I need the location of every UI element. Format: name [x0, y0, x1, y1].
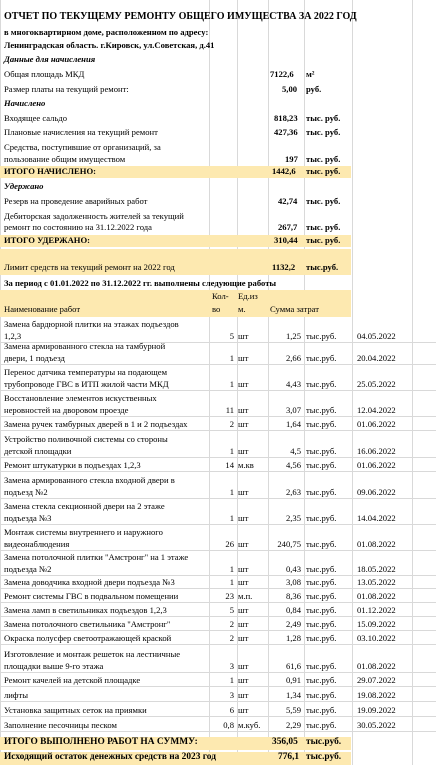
row-value: 5,00: [282, 84, 298, 94]
work-name: Ремонт штукатурки в подъездах 1,2,3: [4, 460, 141, 470]
work-name: Замена ламп в светильниках подъездов 1,2,3: [4, 605, 167, 615]
row-divider: [0, 498, 436, 499]
section-label: Удержано: [4, 181, 44, 191]
work-unit: шт: [238, 379, 249, 389]
work-date: 04.05.2022: [357, 331, 396, 341]
work-sum: 2,66: [285, 353, 301, 363]
work-sum: 1,25: [285, 331, 301, 341]
work-currency: тыс.руб.: [306, 331, 337, 341]
closing-row: [0, 752, 351, 765]
col-header-unit: Ед.из: [238, 291, 258, 301]
work-date: 01.06.2022: [357, 419, 396, 429]
work-currency: тыс.руб.: [306, 577, 337, 587]
work-qty: 2: [229, 633, 234, 643]
row-value: 310,44: [274, 235, 298, 245]
work-qty: 1: [229, 487, 234, 497]
grid-line: [0, 0, 1, 765]
total-accrued-row: [0, 166, 351, 178]
work-name-line2: площадки выше 9-го этажа: [4, 661, 104, 671]
work-date: 18.05.2022: [357, 564, 396, 574]
row-divider: [0, 364, 436, 365]
row-label: Резерв на проведение аварийных работ: [4, 196, 148, 206]
row-divider: [0, 716, 436, 717]
grid-line: [352, 0, 353, 765]
work-unit: шт: [238, 446, 249, 456]
work-name: Замена армированного стекла на тамбурной: [4, 341, 166, 351]
work-date: 01.06.2022: [357, 460, 396, 470]
work-sum: 5,59: [285, 705, 301, 715]
work-qty: 6: [229, 705, 234, 715]
work-name: Ремонт качелей на детской площадке: [4, 675, 141, 685]
work-currency: тыс.руб.: [306, 405, 337, 415]
row-value: 7122,6: [270, 69, 294, 79]
row-divider: [0, 550, 436, 551]
work-sum: 0,43: [285, 564, 301, 574]
work-date: 25.05.2022: [357, 379, 396, 389]
work-date: 09.06.2022: [357, 487, 396, 497]
work-currency: тыс.руб.: [306, 419, 337, 429]
row-unit: тыс.руб.: [306, 752, 342, 762]
row-divider: [0, 686, 436, 687]
row-label: ИТОГО ВЫПОЛНЕНО РАБОТ НА СУММУ:: [4, 737, 198, 747]
work-sum: 61,6: [285, 661, 301, 671]
work-date: 01.08.2022: [357, 591, 396, 601]
row-value: 1442,6: [272, 166, 296, 176]
col-header-qty: во: [212, 304, 221, 314]
grid-line: [412, 0, 413, 765]
work-sum: 3,07: [285, 405, 301, 415]
work-name-line2: подъезд №2: [4, 487, 48, 497]
col-header-unit: м.: [238, 304, 246, 314]
work-name: Заполнение песочницы песком: [4, 720, 117, 730]
work-name-line2: трубопроводе ГВС в ИТП жилой части МКД: [4, 379, 169, 389]
work-name: Замена доводчика входной двери подъезда №3: [4, 577, 175, 587]
work-qty: 1: [229, 675, 234, 685]
row-value: 42,74: [278, 196, 298, 206]
work-sum: 4,56: [285, 460, 301, 470]
col-header-name: Наименование работ: [4, 304, 81, 314]
work-currency: тыс.руб.: [306, 513, 337, 523]
work-qty: 2: [229, 419, 234, 429]
work-unit: шт: [238, 405, 249, 415]
work-qty: 1: [229, 564, 234, 574]
work-currency: тыс.руб.: [306, 720, 337, 730]
row-divider: [0, 471, 436, 472]
work-unit: м.п.: [238, 591, 253, 601]
row-divider: [0, 416, 436, 417]
row-unit: тыс. руб.: [306, 113, 341, 123]
total-works-row: [0, 737, 351, 750]
work-date: 16.06.2022: [357, 446, 396, 456]
work-sum: 2,29: [285, 720, 301, 730]
work-name-line2: видеонаблюдения: [4, 539, 70, 549]
work-name: Перенос датчика температуры на подающем: [4, 367, 168, 377]
row-label: пользование общим имуществом: [4, 154, 126, 164]
period-label: За период с 01.01.2022 по 31.12.2022 гг. выполнены следующие работы: [4, 278, 277, 288]
work-currency: тыс.руб.: [306, 379, 337, 389]
work-name: Установка защитных сеток на приямки: [4, 705, 147, 715]
work-name: Замена потолочной плитки "Амстронг" на 1 этаже: [4, 552, 189, 562]
row-label: Входящее сальдо: [4, 113, 68, 123]
work-qty: 0,8: [223, 720, 234, 730]
row-label: Исходящий остаток денежных средств на 2023 год: [4, 752, 216, 762]
work-date: 20.04.2022: [357, 353, 396, 363]
row-unit: руб.: [306, 84, 322, 94]
work-currency: тыс.руб.: [306, 633, 337, 643]
work-qty: 23: [225, 591, 234, 601]
work-unit: шт: [238, 619, 249, 629]
work-unit: шт: [238, 513, 249, 523]
row-label: Лимит средств на текущий ремонт на 2022 год: [4, 262, 175, 272]
address: Ленинградская область. г.Кировск, ул.Советская, д.41: [4, 40, 215, 50]
row-value: 356,05: [272, 737, 298, 747]
work-qty: 1: [229, 379, 234, 389]
work-sum: 2,35: [285, 513, 301, 523]
work-unit: шт: [238, 419, 249, 429]
work-name: Изготовление и монтаж решеток на лестничные: [4, 649, 181, 659]
work-name: Замена бардюрной плитки на этажах подъездов: [4, 319, 179, 329]
report-title: ОТЧЕТ ПО ТЕКУЩЕМУ РЕМОНТУ ОБЩЕГО ИМУЩЕСТВА ЗА 2022 ГОД: [4, 11, 357, 22]
work-date: 19.09.2022: [357, 705, 396, 715]
work-currency: тыс.руб.: [306, 661, 337, 671]
work-currency: тыс.руб.: [306, 690, 337, 700]
work-qty: 3: [229, 690, 234, 700]
work-unit: шт: [238, 675, 249, 685]
work-currency: тыс.руб.: [306, 487, 337, 497]
work-sum: 1,28: [285, 633, 301, 643]
row-value: 267,7: [278, 222, 298, 232]
row-value: 197: [285, 154, 298, 164]
work-date: 14.04.2022: [357, 513, 396, 523]
work-currency: тыс.руб.: [306, 353, 337, 363]
row-divider: [0, 644, 436, 645]
row-label: ИТОГО УДЕРЖАНО:: [4, 235, 91, 245]
work-unit: шт: [238, 690, 249, 700]
row-value: 818,23: [274, 113, 298, 123]
row-unit: тыс. руб.: [306, 127, 341, 137]
col-header-qty: Кол-: [212, 291, 229, 301]
work-name-line2: двери, 1 подъезд: [4, 353, 65, 363]
work-unit: м.кв: [238, 460, 254, 470]
work-unit: шт: [238, 705, 249, 715]
row-unit: тыс. руб.: [306, 235, 341, 245]
row-value: 1132,2: [272, 262, 296, 272]
work-unit: шт: [238, 539, 249, 549]
work-qty: 26: [225, 539, 234, 549]
work-sum: 1,64: [285, 419, 301, 429]
work-name: Ремонт системы ГВС в подвальном помещении: [4, 591, 179, 601]
row-divider: [0, 588, 436, 589]
row-label: Общая площадь МКД: [4, 69, 85, 79]
grid-line: [304, 0, 305, 765]
limit-row: [0, 249, 351, 275]
row-unit: тыс. руб.: [306, 154, 341, 164]
work-qty: 1: [229, 577, 234, 587]
work-name-line2: 1,2,3: [4, 331, 22, 341]
row-divider: [0, 731, 436, 732]
work-date: 01.12.2022: [357, 605, 396, 615]
work-qty: 1: [229, 353, 234, 363]
work-date: 01.08.2022: [357, 661, 396, 671]
work-currency: тыс.руб.: [306, 619, 337, 629]
row-divider: [0, 701, 436, 702]
section-label: Начислено: [4, 98, 46, 108]
row-unit: тыс. руб.: [306, 196, 341, 206]
work-name: лифты: [4, 690, 28, 700]
work-currency: тыс.руб.: [306, 564, 337, 574]
row-divider: [0, 575, 436, 576]
work-qty: 5: [229, 605, 234, 615]
work-date: 19.08.2022: [357, 690, 396, 700]
work-qty: 2: [229, 619, 234, 629]
work-name-line2: подъезда №3: [4, 513, 52, 523]
work-name: Замена армированного стекла входной двери в: [4, 475, 175, 485]
work-qty: 14: [225, 460, 234, 470]
work-unit: шт: [238, 577, 249, 587]
work-name: Устройство поливочной системы со стороны: [4, 434, 168, 444]
work-sum: 0,84: [285, 605, 301, 615]
work-unit: шт: [238, 331, 249, 341]
row-divider: [0, 390, 436, 391]
row-unit: м²: [306, 69, 315, 79]
row-divider: [0, 602, 436, 603]
work-qty: 3: [229, 661, 234, 671]
work-sum: 4,43: [285, 379, 301, 389]
work-date: 03.10.2022: [357, 633, 396, 643]
work-unit: шт: [238, 564, 249, 574]
row-value: 776,1: [278, 752, 300, 762]
work-sum: 0,91: [285, 675, 301, 685]
work-qty: 5: [229, 331, 234, 341]
work-unit: шт: [238, 487, 249, 497]
work-currency: тыс.руб.: [306, 539, 337, 549]
work-sum: 240,75: [277, 539, 301, 549]
work-date: 12.04.2022: [357, 405, 396, 415]
work-sum: 1,34: [285, 690, 301, 700]
row-divider: [0, 430, 436, 431]
row-label: Дебиторская задолженность жителей за текущий: [4, 211, 184, 221]
row-unit: тыс.руб.: [306, 262, 339, 272]
work-name-line2: детской площадки: [4, 446, 72, 456]
row-label: Средства, поступившие от организаций, за: [4, 142, 161, 152]
work-unit: шт: [238, 633, 249, 643]
work-unit: м.куб.: [238, 720, 261, 730]
work-currency: тыс.руб.: [306, 591, 337, 601]
work-qty: 1: [229, 513, 234, 523]
work-sum: 4,5: [290, 446, 301, 456]
work-name: Замена стекла секционной двери на 2 этаже: [4, 501, 165, 511]
row-unit: тыс. руб.: [306, 166, 341, 176]
work-currency: тыс.руб.: [306, 605, 337, 615]
total-withheld-row: [0, 235, 351, 247]
row-label: ИТОГО НАЧИСЛЕНО:: [4, 166, 97, 176]
work-name: Монтаж системы внутреннего и наружного: [4, 527, 163, 537]
row-divider: [0, 457, 436, 458]
work-date: 29.07.2022: [357, 675, 396, 685]
work-name-line2: подъезда №2: [4, 564, 52, 574]
work-currency: тыс.руб.: [306, 460, 337, 470]
row-unit: тыс.руб.: [306, 737, 342, 747]
report-subtitle: в многоквартирном доме, расположенном по адресу:: [4, 27, 209, 37]
work-date: 01.08.2022: [357, 539, 396, 549]
work-name: Замена ручек тамбурных дверей в 1 и 2 подъездах: [4, 419, 188, 429]
grid-line: [209, 0, 210, 765]
work-sum: 8,36: [285, 591, 301, 601]
works-header: [0, 290, 351, 317]
work-qty: 11: [225, 405, 234, 415]
row-divider: [0, 616, 436, 617]
row-label: Плановые начисления на текущий ремонт: [4, 127, 158, 137]
row-unit: тыс. руб.: [306, 222, 341, 232]
work-name-line2: неровностей на дворовом проезде: [4, 405, 129, 415]
work-name: Восстановление элементов искуственных: [4, 393, 157, 403]
work-sum: 2,49: [285, 619, 301, 629]
work-name: Замена потолочного светильника "Амстронг": [4, 619, 171, 629]
row-value: 427,36: [274, 127, 298, 137]
row-divider: [0, 524, 436, 525]
work-unit: шт: [238, 661, 249, 671]
work-sum: 3,08: [285, 577, 301, 587]
work-date: 13.05.2022: [357, 577, 396, 587]
work-date: 30.05.2022: [357, 720, 396, 730]
work-unit: шт: [238, 605, 249, 615]
row-label: ремонт по состоянию на 31.12.2022 года: [4, 222, 152, 232]
work-date: 15.09.2022: [357, 619, 396, 629]
col-header-sum: Сумма затрат: [270, 304, 319, 314]
row-divider: [0, 630, 436, 631]
work-currency: тыс.руб.: [306, 675, 337, 685]
row-label: Размер платы на текущий ремонт:: [4, 84, 129, 94]
grid-line: [268, 0, 269, 765]
work-currency: тыс.руб.: [306, 446, 337, 456]
work-sum: 2,63: [285, 487, 301, 497]
row-divider: [0, 672, 436, 673]
work-name: Окраска полусфер светоотражающей краской: [4, 633, 172, 643]
section-label: Данные для начисления: [4, 54, 96, 64]
work-currency: тыс.руб.: [306, 705, 337, 715]
work-unit: шт: [238, 353, 249, 363]
work-qty: 1: [229, 446, 234, 456]
